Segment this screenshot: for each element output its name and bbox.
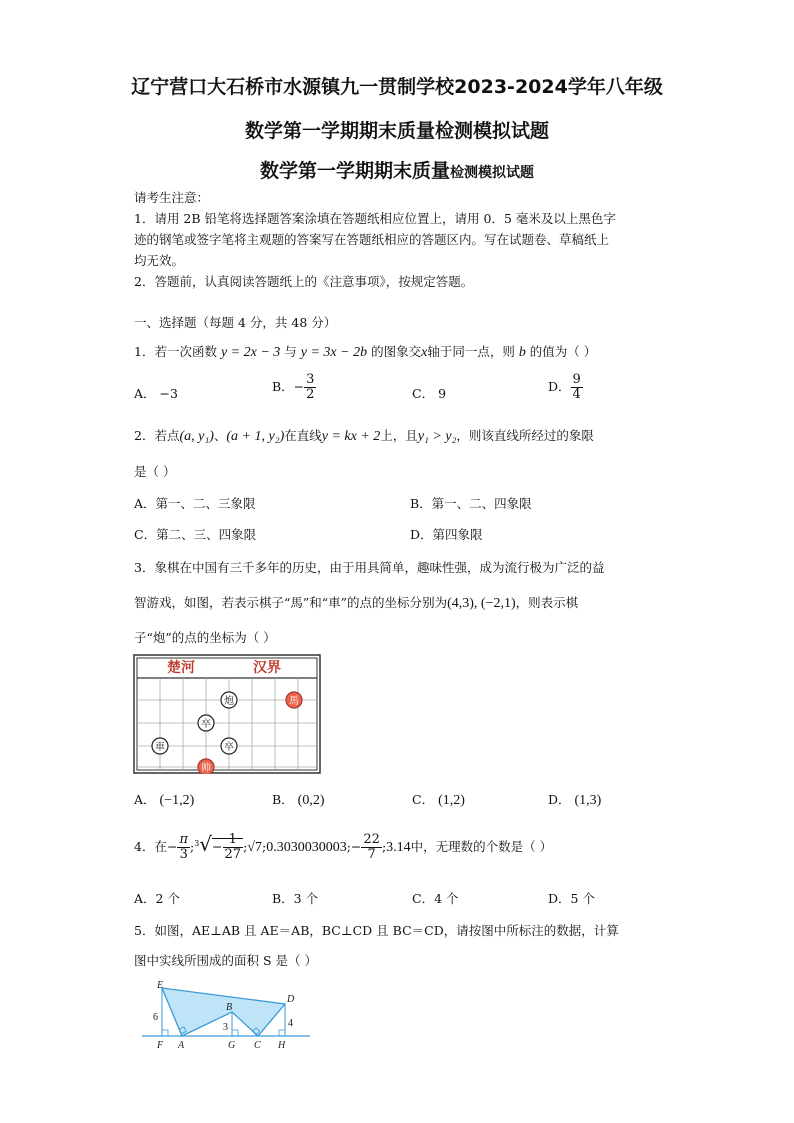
q1-option-a-label: A． [134, 386, 156, 401]
label-f: F [157, 1040, 164, 1051]
notice-item1-line1: 1．请用 2B 铅笔将选择题答案涂填在答题纸相应位置上，请用 0．5 毫米及以上黑色字 [134, 211, 616, 226]
label-4: 4 [288, 1018, 293, 1029]
q4-e5-fraction [361, 833, 382, 862]
q4-e5-num: 22 [363, 832, 380, 847]
q1-x: x [421, 345, 428, 360]
question-4 [134, 832, 552, 862]
q1-option-b-num: 3 [306, 372, 315, 387]
q3-option-c-value: (1,2) [438, 793, 465, 808]
q4-e2-fraction [223, 833, 244, 862]
q1-mid: 与 [284, 344, 297, 359]
label-b: B [226, 1002, 233, 1013]
q3-option-b-label: B． [272, 792, 294, 807]
q3-option-a-label: A． [134, 792, 156, 807]
q4-option-c: C．4 个 [412, 891, 459, 906]
q1-option-c [412, 384, 446, 402]
q3-option-d-label: D． [548, 792, 571, 807]
q1-option-b-label: B． [272, 379, 294, 394]
q4-e1-fraction [177, 833, 190, 862]
label-c: C [254, 1040, 261, 1051]
q1-option-d-fraction [571, 373, 583, 402]
q2-line: y = kx + 2 [321, 429, 381, 444]
q3-line-2-pre: 智游戏，如图，若表示棋子“馬”和“車”的点的坐标分别为 [134, 595, 448, 610]
q5-line-1: 5．如图，AE⊥AB 且 AE＝AB，BC⊥CD 且 BC＝CD，请按图中所标注的数据，计算 [134, 923, 619, 938]
q1-suffix3: 的值为（ ） [529, 344, 597, 359]
piece-zu-1 [198, 715, 214, 731]
piece-shuai-label: 帅 [201, 763, 211, 774]
q1-option-a [134, 384, 178, 402]
q1-option-d-label: D． [548, 379, 571, 394]
q4-e5-sign: − [350, 839, 362, 854]
q4-option-a: A．2 个 [134, 891, 180, 906]
q4-prefix: 4．在 [134, 839, 167, 854]
q1-option-c-value: 9 [438, 386, 447, 401]
q5-line-2: 图中实线所围成的面积 S 是（ ） [134, 953, 317, 968]
q3-option-c-label: C． [412, 792, 435, 807]
q2-point-2: (a + 1, y₂) [226, 429, 285, 444]
piece-ma-label: 馬 [289, 696, 299, 707]
q3-line-2-post: ，则表示棋 [515, 595, 579, 610]
q1-b: b [518, 345, 526, 360]
title-line-3 [0, 156, 794, 183]
q1-option-b-sign: − [293, 379, 305, 394]
q3-option-a-value: (−1,2) [159, 793, 195, 808]
piece-zu-2 [221, 738, 237, 754]
q2-inequality: y₁ > y₂ [417, 429, 457, 444]
q4-e1-num: π [179, 832, 188, 847]
label-g: G [228, 1040, 236, 1051]
q4-semi-1: ; [189, 839, 195, 854]
piece-pao [221, 692, 237, 708]
q4-option-b: B．3 个 [272, 891, 319, 906]
q3-option-b-value: (0,2) [297, 793, 325, 808]
q1-option-b [272, 373, 316, 402]
q4-e3: √7 [247, 840, 262, 855]
piece-ju [152, 738, 168, 754]
q1-option-d [548, 373, 583, 402]
q4-e2-radicand [212, 832, 243, 862]
q4-e5-den: 7 [367, 847, 376, 862]
q1-suffix1: 的图象交 [371, 344, 422, 359]
q2-mid: 在直线 [284, 428, 322, 443]
piece-shuai [198, 759, 214, 774]
q2-option-c: C．第二、三、四象限 [134, 527, 257, 542]
q1-eq2: y = 3x − 2b [300, 345, 368, 360]
q4-suffix: 中，无理数的个数是（ ） [410, 839, 553, 854]
board-label-chuhe: 楚河 [167, 660, 195, 676]
label-d: D [287, 994, 295, 1005]
q1-option-b-den: 2 [306, 387, 315, 402]
q4-e2-sign: − [212, 839, 223, 854]
label-3: 3 [223, 1022, 228, 1033]
radical-sign: √ [199, 832, 213, 856]
title-line-1: 辽宁营口大石桥市水源镇九一贯制学校2023-2024学年八年级 [131, 76, 663, 98]
notice-item2: 2．答题前，认真阅读答题纸上的《注意事项》，按规定答题。 [134, 274, 474, 289]
label-h: H [278, 1040, 286, 1051]
piece-ju-label: 車 [155, 742, 165, 753]
q2-option-a: A．第一、二、三象限 [134, 496, 256, 511]
title-line-2: 数学第一学期期末质量检测模拟试题 [244, 120, 549, 142]
label-a: A [178, 1040, 185, 1051]
right-angle-g [232, 1030, 238, 1036]
notice-item1-line2: 迹的钢笔或签字笔将主观题的答案写在答题纸相应的答题区内。写在试题卷、草稿纸上 [134, 232, 610, 247]
piece-zu-1-label: 卒 [201, 719, 211, 730]
q3-coords: (4,3), (−2,1) [447, 596, 516, 611]
q1-option-d-den: 4 [572, 387, 581, 402]
q4-e4: 0.3030030003 [266, 840, 347, 855]
label-e: E [157, 980, 164, 991]
q3-line-3: 子“炮”的点的坐标为（ ） [134, 630, 276, 645]
q2-point-1: (a, y₁) [179, 429, 214, 444]
piece-zu-2-label: 卒 [224, 742, 234, 753]
piece-pao-label: 炮 [224, 696, 234, 707]
board-label-hanjie: 汉界 [253, 660, 281, 676]
q3-option-d-value: (1,3) [574, 793, 602, 808]
q2-option-b: B．第一、二、四象限 [410, 496, 532, 511]
q4-e1-sign: − [166, 839, 178, 854]
question-1 [134, 342, 596, 361]
q3-option-d [548, 790, 601, 809]
q4-e6: 3.14 [386, 840, 411, 855]
q2-mid2: 上，且 [380, 428, 418, 443]
board-outer-frame [134, 655, 320, 773]
q4-semi-3: ; [261, 839, 267, 854]
q1-option-a-value: −3 [159, 386, 178, 401]
label-6: 6 [153, 1012, 158, 1023]
q4-option-d: D．5 个 [548, 891, 595, 906]
q1-prefix: 1．若一次函数 [134, 344, 217, 359]
q4-e2-den: 27 [224, 847, 242, 862]
question-2 [134, 426, 594, 445]
q4-e2-root-index: 3 [194, 838, 200, 848]
geometry-figure [140, 978, 312, 1052]
q2-suffix: ，则该直线所经过的象限 [456, 428, 594, 443]
q4-semi-4: ; [346, 839, 351, 854]
piece-ma [286, 692, 302, 708]
title-line-3-small: 检测模拟试题 [450, 165, 534, 181]
q4-e1-den: 3 [179, 847, 188, 862]
q4-semi-2: ; [243, 839, 248, 854]
q3-option-b [272, 790, 325, 809]
title-line-3-big: 数学第一学期期末质量 [259, 160, 450, 182]
q3-option-c [412, 790, 465, 809]
q1-option-d-num: 9 [572, 372, 581, 387]
right-angle-f [162, 1030, 168, 1036]
q4-e2-num: 1 [223, 833, 244, 848]
right-angle-h [279, 1030, 285, 1036]
q3-line-1: 3．象棋在中国有三千多年的历史，由于用具简单，趣味性强，成为流行极为广泛的益 [134, 560, 605, 575]
q1-eq1: y = 2x − 3 [220, 345, 281, 360]
q2-line-2: 是（ ） [134, 464, 176, 479]
q2-prefix: 2．若点 [134, 428, 180, 443]
q2-sep: 、 [213, 428, 227, 443]
q1-option-b-fraction [304, 373, 316, 402]
q3-line-2 [134, 593, 578, 612]
notice-heading: 请考生注意： [134, 190, 210, 205]
section-heading: 一、选择题（每题 4 分，共 48 分） [134, 315, 337, 330]
q1-suffix2: 轴于同一点，则 [427, 344, 515, 359]
q1-option-c-label: C． [412, 386, 435, 401]
notice-item1-line3: 均无效。 [134, 253, 185, 268]
q2-option-d: D．第四象限 [410, 527, 483, 542]
chess-board-figure [133, 654, 321, 774]
q3-option-a [134, 790, 194, 809]
q4-semi-5: ; [381, 839, 387, 854]
